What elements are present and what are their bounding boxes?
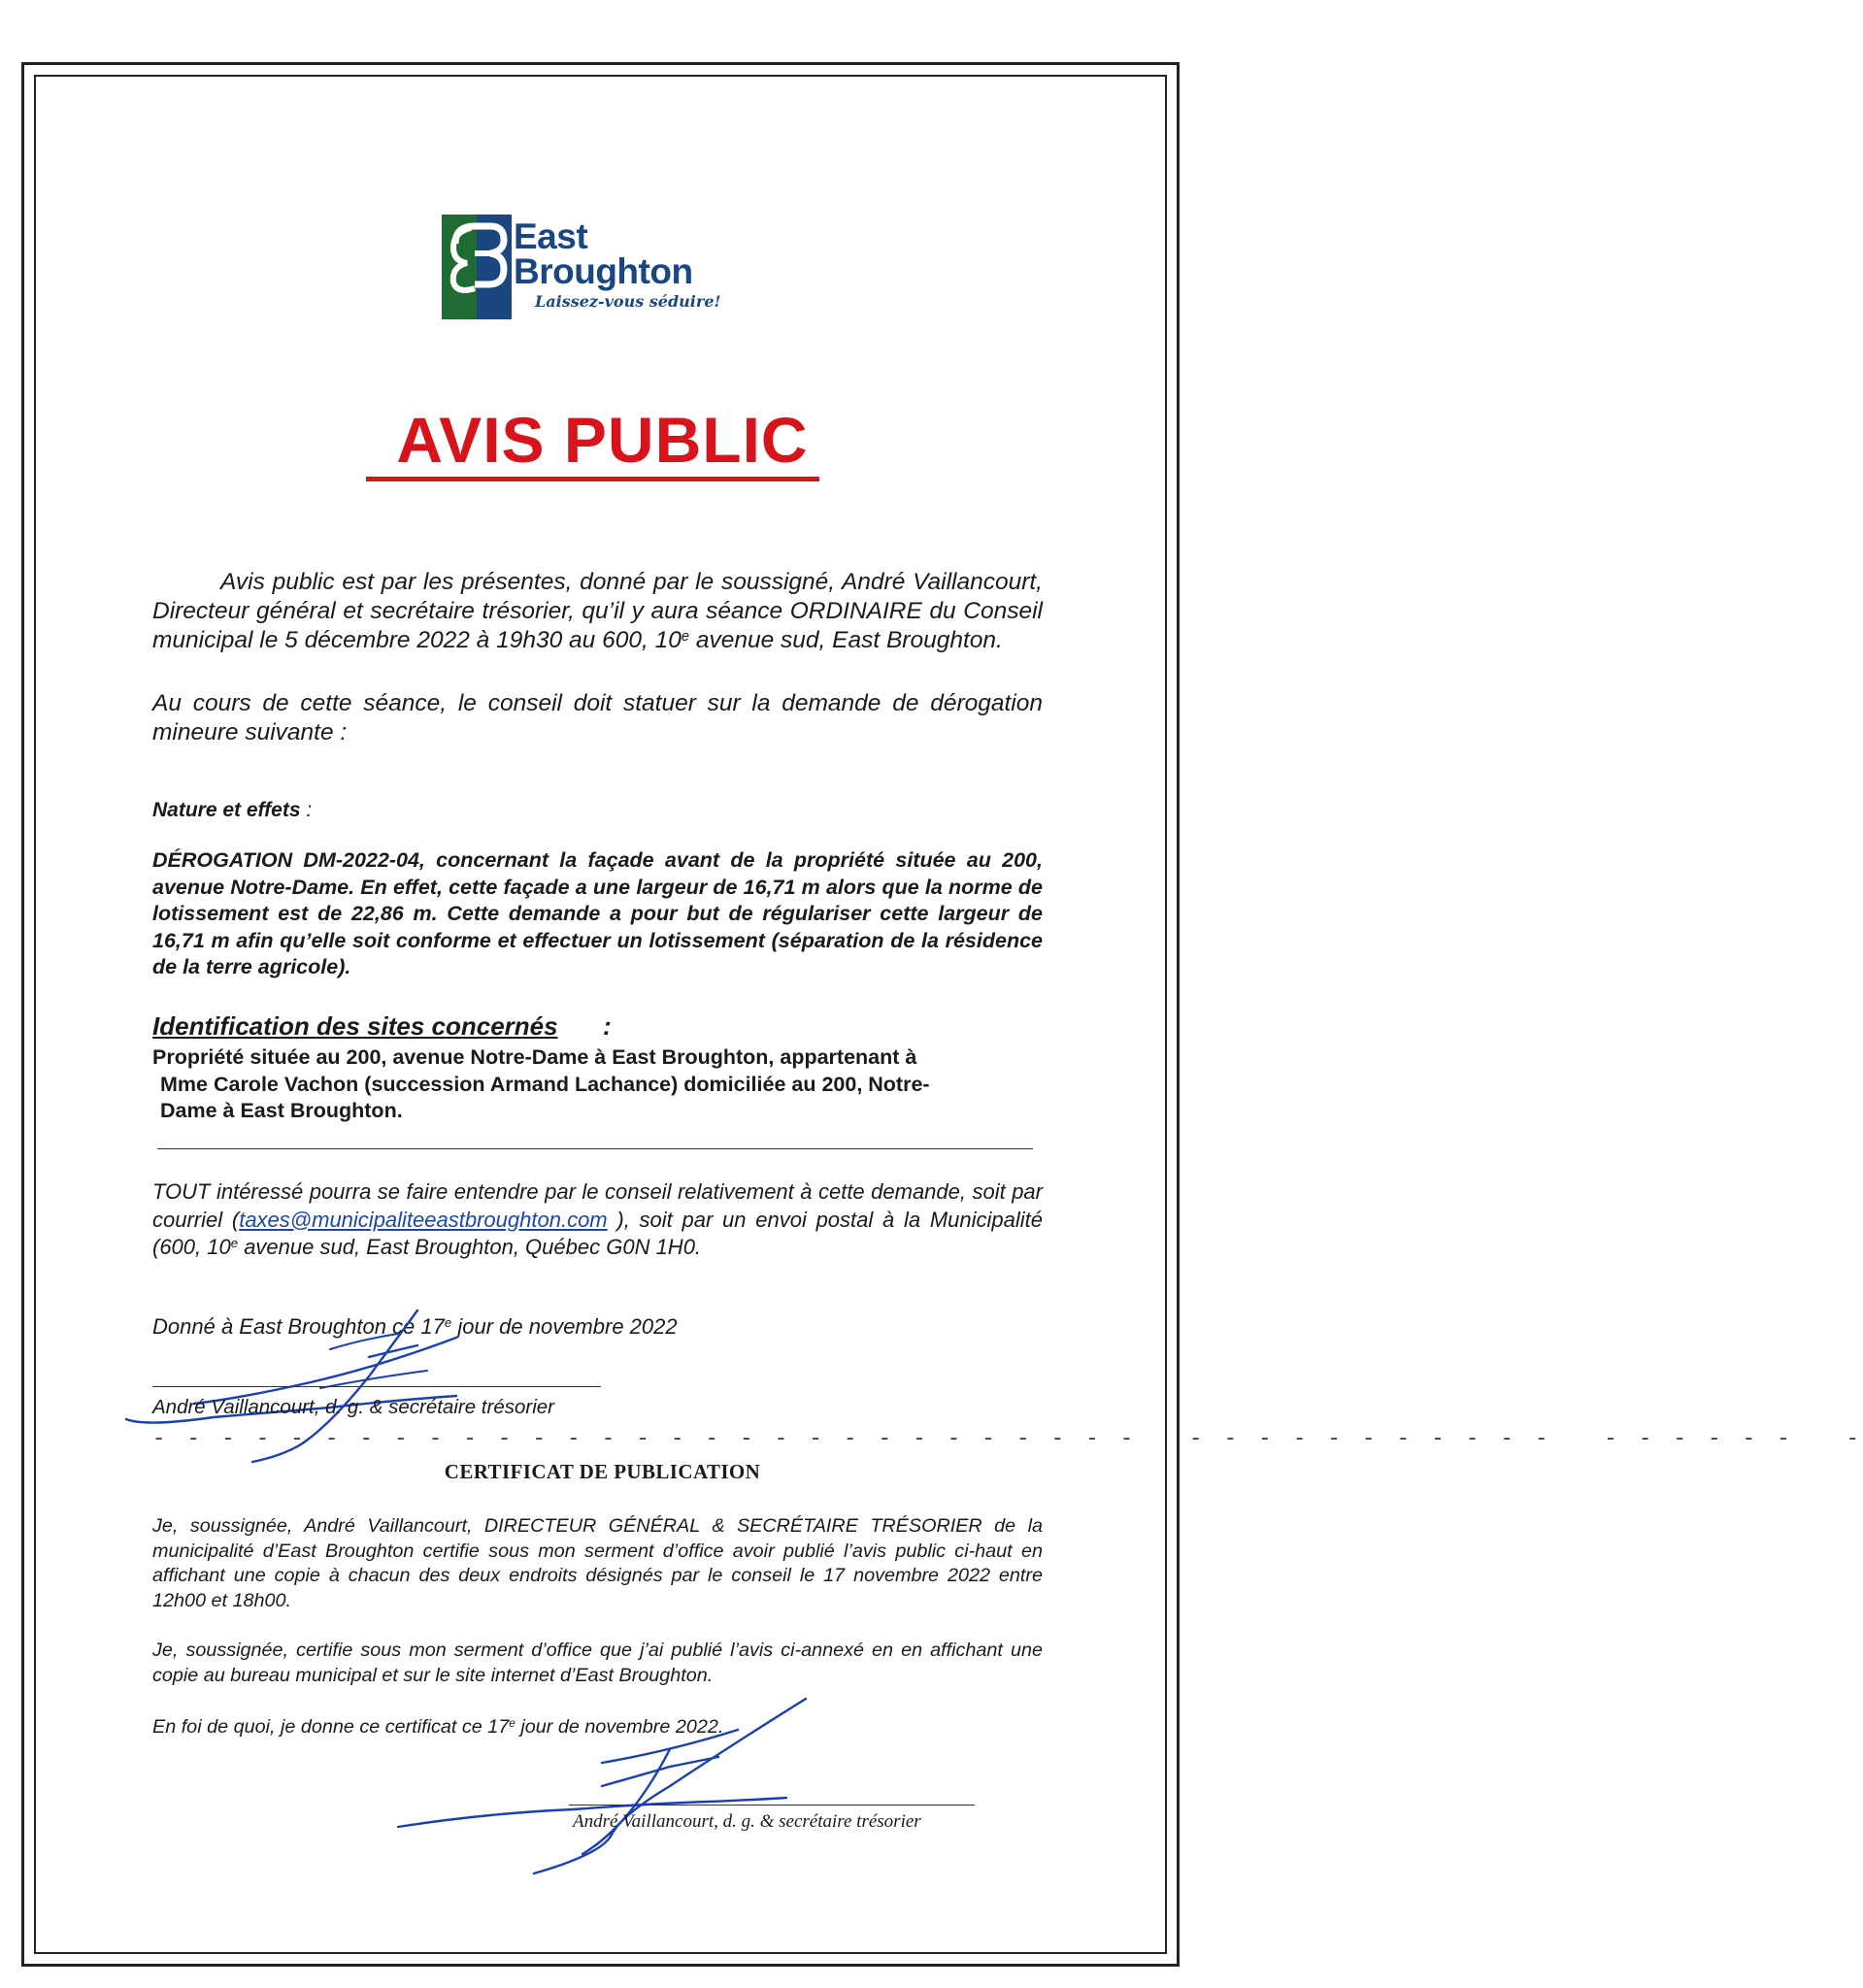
identification-line-2: Mme Carole Vachon (succession Armand Lachance) domiciliée au 200, Notre- bbox=[160, 1072, 930, 1096]
donne-text-a: Donné à East Broughton ce 17 bbox=[152, 1314, 445, 1339]
derogation-text: DÉROGATION DM-2022-04, concernant la façade avant de la propriété située au 200, avenue Notre-Dame. En effet, cette façade a une largeur de 16,71 m alors que la norme de lotissement est de 22,86 m. Cette demande a pour but de régulariser cette largeur de 16,71 m afin qu’elle soit conforme et effectuer un lotissement (séparation de la résidence de la terre agricole). bbox=[152, 848, 1043, 978]
tout-text-b: ), soit par un envoi postal à la Municipalité (600, 10 bbox=[152, 1207, 1043, 1259]
logo-tagline: Laissez-vous séduire! bbox=[535, 292, 721, 311]
logo-emblem-icon bbox=[442, 215, 512, 319]
handwritten-signature-2-icon bbox=[408, 1689, 835, 1883]
identification-colon: : bbox=[603, 1011, 612, 1041]
tout-text-a: TOUT intéressé pourra se faire entendre par le conseil relativement à cette demande, soit par courriel ( bbox=[152, 1179, 1043, 1232]
dashed-separator: - - - - - - - - - - - - - - - - - - - - - - - - - - - - - - - - - - - - - - - - - - - - - - - bbox=[152, 1427, 1863, 1451]
signature-name-1: André Vaillancourt, d. g. & secrétaire trésorier bbox=[152, 1396, 554, 1418]
logo-word-east: East bbox=[514, 216, 588, 256]
notice-p1-text-b: avenue sud, East Broughton. bbox=[689, 627, 1003, 653]
east-broughton-logo bbox=[442, 215, 733, 319]
notice-p1-sup: e bbox=[681, 628, 690, 645]
section-divider bbox=[157, 1148, 1033, 1149]
donne-sup: e bbox=[444, 1315, 452, 1331]
tout-paragraph bbox=[152, 1178, 1043, 1262]
signature-name-2: André Vaillancourt, d. g. & secrétaire trésorier bbox=[573, 1811, 921, 1832]
notice-paragraph-1 bbox=[152, 568, 1043, 655]
tout-sup: e bbox=[230, 1236, 239, 1251]
notice-p1-text-a: Avis public est par les présentes, donné par le soussigné, André Vaillancourt, Directeur général et secrétaire trésorier, qu’il y aura séance ORDINAIRE du Conseil municipal le 5 décembre 2022 à 19h30 au 600, 10 bbox=[152, 569, 1043, 653]
identification-line-3: Dame à East Broughton. bbox=[160, 1099, 403, 1122]
identification-text bbox=[152, 1044, 1043, 1125]
tout-text-c: avenue sud, East Broughton, Québec G0N 1H0. bbox=[238, 1235, 702, 1259]
identification-line-1: Propriété située au 200, avenue Notre-Dame à East Broughton, appartenant à bbox=[152, 1045, 917, 1069]
title-underline bbox=[366, 477, 819, 481]
notice-paragraph-2: Au cours de cette séance, le conseil doit statuer sur la demande de dérogation mineure suivante : bbox=[152, 690, 1043, 746]
certificate-paragraph-1: Je, soussignée, André Vaillancourt, DIRECTEUR GÉNÉRAL & SECRÉTAIRE TRÉSORIER de la municipalité d’East Broughton certifie sous mon serment d’office avoir publié l’avis public ci-haut en affichant une copie à chacun des deux endroits désignés par le conseil le 17 novembre 2022 entre 12h00 et 18h00. bbox=[152, 1515, 1043, 1611]
certificate-p3-sup: e bbox=[509, 1716, 516, 1731]
nature-heading-text: Nature et effets bbox=[152, 799, 301, 821]
signature-line-2 bbox=[569, 1805, 975, 1806]
certificate-p3-text-a: En foi de quoi, je donne ce certificat ce 17 bbox=[152, 1716, 510, 1738]
nature-heading bbox=[152, 799, 312, 822]
page-title: AVIS PUBLIC bbox=[396, 404, 809, 476]
certificate-p3-text-b: jour de novembre 2022. bbox=[515, 1716, 724, 1738]
certificate-title: CERTIFICAT DE PUBLICATION bbox=[444, 1460, 761, 1483]
logo-word-broughton: Broughton bbox=[514, 251, 693, 291]
certificate-paragraph-2: Je, soussignée, certifie sous mon serment d’office que j’ai publié l’avis ci-annexé en en affichant une copie au bureau municipal et sur le site internet d’East Broughton. bbox=[152, 1640, 1043, 1686]
nature-heading-colon: : bbox=[300, 799, 313, 821]
identification-heading: Identification des sites concernés bbox=[152, 1011, 558, 1041]
email-link[interactable]: taxes@municipaliteeastbroughton.com bbox=[239, 1207, 608, 1232]
donne-text-b: jour de novembre 2022 bbox=[451, 1314, 678, 1339]
signature-line-1 bbox=[152, 1386, 601, 1387]
